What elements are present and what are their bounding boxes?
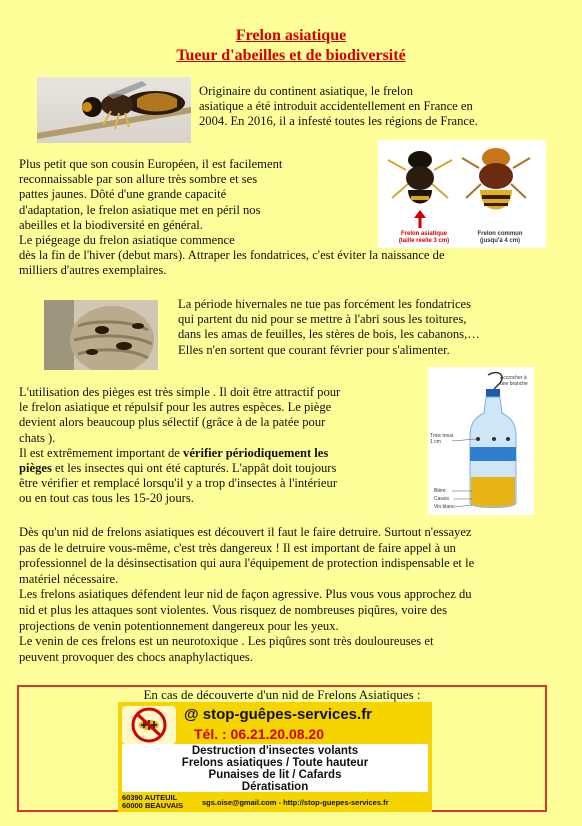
text-segment: et les insectes qui ont été capturés. L'appât doit toujours bbox=[51, 461, 337, 476]
bottle-hang-label: Accrocher à une branche bbox=[500, 375, 528, 387]
service-line: Frelons asiatiques / Toute hauteur bbox=[181, 757, 369, 769]
text-line: La période hivernales ne tue pas forcément les fondatrices bbox=[178, 297, 472, 311]
phone-number[interactable]: Tél. : 06.21.20.08.20 bbox=[194, 726, 324, 742]
service-line: Destruction d'insectes volants bbox=[191, 745, 359, 757]
text-line: nid et plus les attaques sont violentes. Vous risquez de nombreuses piqûres, voire des bbox=[19, 602, 448, 617]
text-segment: Il est extrêmement important de bbox=[19, 445, 184, 460]
advertisement-card bbox=[118, 702, 432, 812]
emphasis-text: pièges bbox=[19, 461, 52, 476]
text-line: pas de le detruire vous-même, c'est très dangereux ! Il est important de faire appel à un bbox=[19, 540, 456, 555]
text-line: Elles n'en sortent que courant février pour s'alimenter. bbox=[178, 342, 450, 357]
text-line: abeilles et la biodiversité en général. bbox=[19, 217, 203, 232]
text-line: milliers d'autres exemplaires. bbox=[19, 263, 167, 278]
text-line: professionnel de la désinsectisation qui aura l'équipement de protection indispensable et le bbox=[19, 556, 475, 571]
emphasis-text: vérifier périodiquement les bbox=[183, 445, 329, 460]
text-line: qui partent du nid pour se mettre à l'abri sous les toitures, bbox=[178, 312, 467, 327]
label-common-hornet: Frelon commun bbox=[477, 231, 523, 237]
intro-line: 2004. En 2016, il a infesté toutes les régions de France. bbox=[199, 114, 478, 129]
service-line: Dératisation bbox=[241, 781, 309, 793]
text-line: dès la fin de l'hiver (debut mars). Attraper les fondatrices, c'est éviter la naissance de bbox=[19, 248, 445, 263]
bottle-beer-label: Bière bbox=[434, 488, 446, 494]
text-line: reconnaissable par son allure très sombre et ses bbox=[19, 172, 258, 187]
bottle-cassis-label: Cassis bbox=[434, 496, 450, 502]
text-line: Plus petit que son cousin Européen, il est facilement bbox=[19, 157, 283, 171]
text-line: Dès qu'un nid de frelons asiatiques est découvert il faut le faire detruire. Surtout n'essayez bbox=[19, 525, 472, 539]
bottle-trap-diagram bbox=[428, 367, 534, 515]
bottle-wine-label: Vin blanc bbox=[434, 504, 455, 510]
text-line: ou en tout cas tous les 15-20 jours. bbox=[19, 491, 194, 506]
text-line: peuvent provoquer des chocs anaphylactiques. bbox=[19, 649, 253, 664]
service-line: Punaises de lit / Cafards bbox=[208, 769, 342, 781]
email-website-footer[interactable]: sgs.oise@gmail.com - http://stop-guepes-services.fr bbox=[202, 798, 389, 807]
text-line: le frelon asiatique et répulsif pour les autres espèces. Le piège bbox=[19, 400, 332, 415]
city-line: 60000 BEAUVAIS bbox=[122, 801, 184, 810]
brand-name: @ stop-guêpes-services.fr bbox=[184, 706, 373, 723]
label-asian-size: (taille réelle 3 cm) bbox=[398, 238, 450, 244]
text-line: projections de venin potentionnement dangereux pour les yeux. bbox=[19, 618, 339, 633]
text-line: Les frelons asiatiques défendent leur nid de façon agressive. Plus vous vous approchez du bbox=[19, 587, 472, 602]
text-line bbox=[19, 446, 419, 461]
page-subtitle: Tueur d'abeilles et de biodiversité bbox=[176, 47, 406, 64]
city-line: 60390 AUTEUIL bbox=[122, 793, 178, 802]
text-line: pattes jaunes. Dôté d'une grande capacité bbox=[19, 187, 227, 202]
text-line: L'utilisation des pièges est très simple . Il doit être attractif pour bbox=[19, 385, 341, 399]
text-line: dans les amas de feuilles, les stères de bois, les cabanons,… bbox=[178, 327, 480, 342]
intro-line: Originaire du continent asiatique, le frelon bbox=[199, 84, 414, 98]
text-line: d'adaptation, le frelon asiatique met en péril nos bbox=[19, 202, 261, 217]
label-common-size: (jusqu'à 4 cm) bbox=[479, 238, 521, 244]
hornet-comparison-image bbox=[378, 140, 546, 248]
text-line: Le piégeage du frelon asiatique commence bbox=[19, 233, 235, 248]
text-line: devient alors beaucoup plus sélectif (grâce à de la patée pour bbox=[19, 415, 326, 430]
wasp-logo-icon bbox=[122, 706, 176, 744]
intro-line: asiatique a été introduit accidentellement en France en bbox=[199, 99, 473, 114]
nest-photo bbox=[44, 300, 158, 370]
text-line: Le venin de ces frelons est un neurotoxique . Les piqûres sont très douloureuses et bbox=[19, 634, 434, 649]
page-title: Frelon asiatique bbox=[235, 27, 347, 44]
contact-heading: En cas de découverte d'un nid de Frelons Asiatiques : bbox=[143, 687, 421, 702]
bottle-holes-label: Trois trous 1 cm bbox=[430, 433, 454, 445]
hornet-photo bbox=[37, 77, 191, 143]
text-line: matériel nécessaire. bbox=[19, 571, 119, 586]
text-line bbox=[19, 461, 419, 476]
label-asian-hornet: Frelon asiatique bbox=[400, 231, 447, 237]
text-line: être vérifier et remplacé lorsqu'il y a trop d'insectes à l'intérieur bbox=[19, 476, 338, 491]
text-line: chats ). bbox=[19, 430, 56, 445]
